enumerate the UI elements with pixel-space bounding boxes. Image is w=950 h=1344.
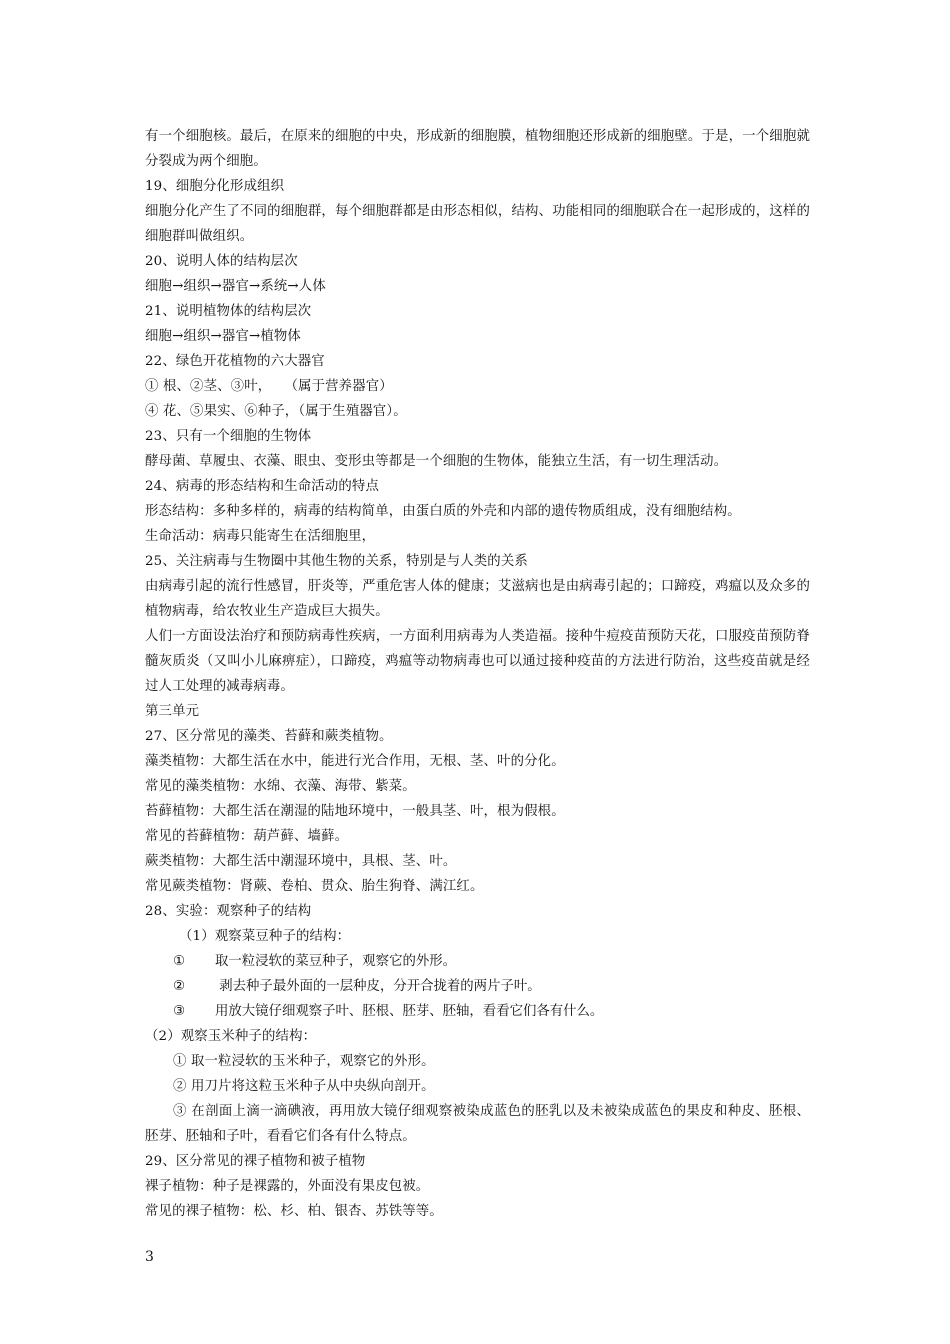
- paragraph-cell-division-end: 有一个细胞核。最后，在原来的细胞的中央，形成新的细胞膜，植物细胞还形成新的细胞壁。于是，一个细胞就分裂成为两个细胞。: [145, 129, 810, 169]
- heading-22: 22、绿色开花植物的六大器官: [145, 354, 325, 369]
- step-text: 取一粒浸软的菜豆种子，观察它的外形。: [215, 954, 457, 969]
- heading-19: 19、细胞分化形成组织: [145, 179, 285, 194]
- heading-27: 27、区分常见的藻类、苔藓和蕨类植物。: [145, 729, 393, 744]
- heading-23: 23、只有一个细胞的生物体: [145, 429, 312, 444]
- broad-bean-step: [173, 949, 810, 974]
- paragraph-moss: 苔藓植物：大都生活在潮湿的陆地环境中，一般具茎、叶，根为假根。: [145, 804, 565, 819]
- paragraph-virus-structure: 形态结构：多种多样的，病毒的结构简单，由蛋白质的外壳和内部的遗传物质组成，没有细胞结构。: [145, 504, 741, 519]
- heading-25: 25、关注病毒与生物圈中其他生物的关系，特别是与人类的关系: [145, 554, 528, 569]
- broad-bean-step: [173, 974, 810, 999]
- heading-24: 24、病毒的形态结构和生命活动的特点: [145, 479, 379, 494]
- heading-28: 28、实验：观察种子的结构: [145, 904, 312, 919]
- broad-bean-heading: （1）观察菜豆种子的结构：: [179, 929, 351, 944]
- unit-three-title: 第三单元: [145, 704, 200, 719]
- paragraph-reproductive-organs: ④ 花、⑤果实、⑥种子，（属于生殖器官）。: [145, 404, 407, 419]
- paragraph-single-cell: 酵母菌、草履虫、衣藻、眼虫、变形虫等都是一个细胞的生物体，能独立生活，有一切生理活动。: [145, 454, 728, 469]
- paragraph-fern-examples: 常见蕨类植物：肾蕨、卷柏、贯众、胎生狗脊、满江红。: [145, 879, 484, 894]
- paragraph-virus-harm: 由病毒引起的流行性感冒，肝炎等，严重危害人体的健康；艾滋病也是由病毒引起的；口蹄疫，鸡瘟以及众多的植物病毒，给农牧业生产造成巨大损失。: [145, 579, 810, 619]
- step-text: 剥去种子最外面的一层种皮，分开合拢着的两片子叶。: [215, 979, 541, 994]
- step-number: ①: [173, 954, 186, 969]
- paragraph-algae: 藻类植物：大都生活在水中，能进行光合作用，无根、茎、叶的分化。: [145, 754, 565, 769]
- paragraph-moss-examples: 常见的苔藓植物：葫芦藓、墙藓。: [145, 829, 349, 844]
- broad-bean-steps: [145, 949, 810, 1024]
- paragraph-algae-examples: 常见的藻类植物：水绵、衣藻、海带、紫菜。: [145, 779, 416, 794]
- paragraph-virus-life: 生命活动：病毒只能寄生在活细胞里，: [145, 529, 376, 544]
- paragraph-gymnosperm-examples: 常见的裸子植物：松、杉、柏、银杏、苏铁等等。: [145, 1204, 443, 1219]
- step-text: 用放大镜仔细观察子叶、胚根、胚芽、胚轴，看看它们各有什么。: [215, 1004, 604, 1019]
- paragraph-vegetative-organs: ① 根、②茎、③叶， （属于营养器官）: [145, 379, 393, 394]
- corn-heading: （2）观察玉米种子的结构：: [145, 1029, 317, 1044]
- heading-29: 29、区分常见的裸子植物和被子植物: [145, 1154, 366, 1169]
- heading-21: 21、说明植物体的结构层次: [145, 304, 312, 319]
- paragraph-human-levels: 细胞→组织→器官→系统→人体: [145, 279, 326, 294]
- paragraph-virus-benefit: 人们一方面设法治疗和预防病毒性疾病，一方面利用病毒为人类造福。接种牛痘疫苗预防天花，口服疫苗预防脊髓灰质炎（又叫小儿麻痹症），口蹄疫，鸡瘟等动物病毒也可以通过接种疫苗的方法进行防治，这些疫苗就是经过人工处理的减毒病毒。: [145, 629, 810, 694]
- heading-20: 20、说明人体的结构层次: [145, 254, 298, 269]
- corn-step: ① 取一粒浸软的玉米种子，观察它的外形。: [173, 1054, 435, 1069]
- corn-step: ③ 在剖面上滴一滴碘液，再用放大镜仔细观察被染成蓝色的胚乳以及未被染成蓝色的果皮和种皮、胚根、胚芽、胚轴和子叶，看看它们各有什么特点。: [145, 1104, 810, 1144]
- step-number: ②: [173, 979, 186, 994]
- corn-step: ② 用刀片将这粒玉米种子从中央纵向剖开。: [173, 1079, 435, 1094]
- page-content: [145, 124, 810, 1224]
- paragraph-tissue: 细胞分化产生了不同的细胞群，每个细胞群都是由形态相似，结构、功能相同的细胞联合在一起形成的，这样的细胞群叫做组织。: [145, 204, 810, 244]
- step-number: ③: [173, 1004, 186, 1019]
- page-number: 3: [145, 1249, 154, 1265]
- paragraph-plant-levels: 细胞→组织→器官→植物体: [145, 329, 301, 344]
- paragraph-fern: 蕨类植物：大都生活中潮湿环境中，具根、茎、叶。: [145, 854, 457, 869]
- paragraph-gymnosperm: 裸子植物：种子是裸露的，外面没有果皮包被。: [145, 1179, 430, 1194]
- broad-bean-step: [173, 999, 810, 1024]
